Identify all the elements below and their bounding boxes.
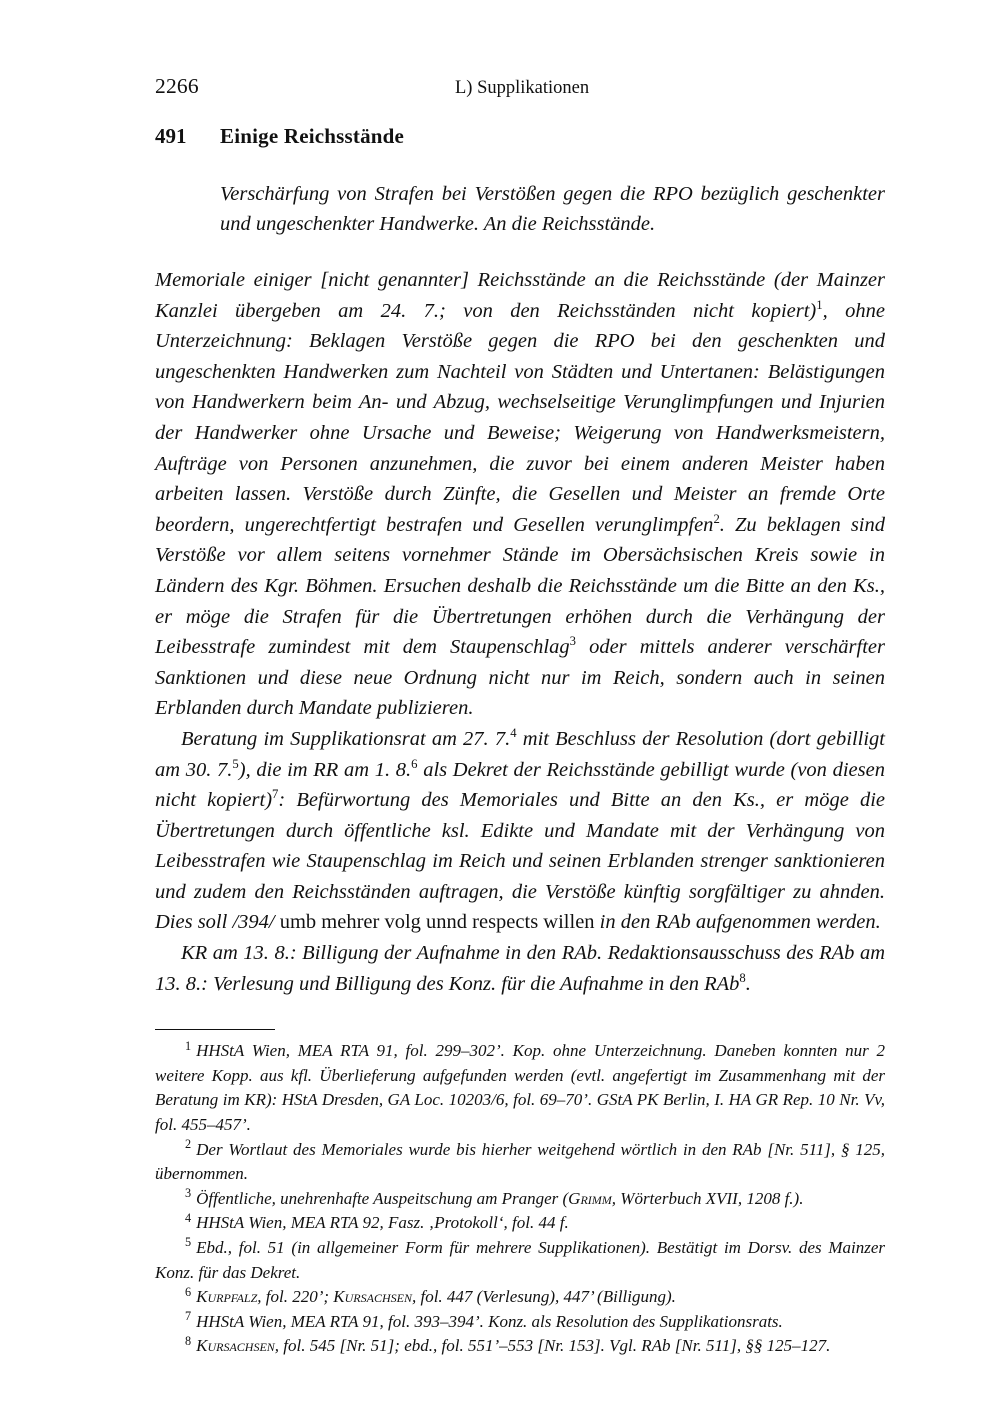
- footnote-ref-5[interactable]: 5: [232, 756, 239, 771]
- body-paragraph-1: [155, 265, 885, 724]
- footnote-text: HHStA Wien, MEA RTA 91, fol. 299–302’. Kop. ohne Unterzeichnung. Daneben konnten nur 2 weitere Kopp. aus kfl. Überlieferung aufgefunden werden (evtl. angefertigt im Zusammenhang mit der Beratung im KR): HStA Dresden, GA Loc. 10203/6, fol. 69–70’. GStA PK Berlin, I. HA GR Rep. 10 Nr. Vv, fol. 455–457’.: [155, 1041, 885, 1135]
- footnote-ref-7[interactable]: 7: [272, 787, 279, 802]
- footnote-ref-3[interactable]: 3: [569, 634, 576, 649]
- footnote-marker: 8: [185, 1333, 192, 1348]
- footnote-text: HHStA Wien, MEA RTA 92, Fasz. ‚Protokoll‘, fol. 44 f.: [196, 1213, 569, 1233]
- footnote-item: [155, 1138, 885, 1187]
- footnote-ref-4[interactable]: 4: [510, 726, 517, 741]
- footnote-marker: 4: [185, 1210, 192, 1225]
- body-text: , ohne Unterzeichnung: Beklagen Verstöße gegen die RPO bei den geschenkten und ungeschenkten Handwerken zum Nachteil von Städten und Untertanen: Belästigungen von Handwerkern beim An- und Abzug, wechselseitige Verunglimpfungen und Injurien der Handwerker ohne Ursache und Beweise; Weigerung von Handwerksmeistern, Aufträge von Personen anzunehmen, die zuvor bei einem anderen Meister haben arbeiten lassen. Verstöße durch Zünfte, die Gesellen und Meister an fremde Orte beordern, ungerechtfertigt bestrafen und Gesellen verunglimpfen: [155, 299, 885, 536]
- body-text: oder mittels anderer verschärfter Sanktionen und diese neue Ordnung nicht nur im Reich, sondern auch in seinen Erblanden durch Mandate publizieren.: [155, 636, 885, 720]
- source-quotation: umb mehrer volg unnd respects willen: [279, 911, 595, 934]
- entry-body: [155, 265, 885, 999]
- footnote-cited-source: Kursachsen: [196, 1336, 275, 1356]
- body-text: . Zu beklagen sind Verstöße vor allem seitens vornehmer Stände im Obersächsischen Kreis sowie in Ländern des Kgr. Böhmen. Ersuchen deshalb die Reichsstände um die Bitte an den Ks., er möge die Strafen für die Übertretungen erhöhen durch die Verhängung der Leibesstrafe zumindest mit dem Staupenschlag: [155, 513, 885, 659]
- footnote-cited-author: Grimm: [568, 1188, 612, 1208]
- footnote-text: Der Wortlaut des Memoriales wurde bis hierher weitgehend wörtlich in den RAb [Nr. 511], § 125, übernommen.: [155, 1139, 885, 1184]
- running-title: L) Supplikationen: [455, 78, 590, 98]
- footnote-text: , fol. 545 [Nr. 51]; ebd., fol. 551’–553 [Nr. 153]. Vgl. RAb [Nr. 511], §§ 125–127.: [274, 1336, 831, 1356]
- entry-heading: [155, 124, 885, 158]
- footnote-marker: 1: [185, 1038, 192, 1053]
- footnote-item: [155, 1334, 885, 1359]
- footnote-ref-8[interactable]: 8: [739, 970, 746, 985]
- entry-regest: Verschärfung von Strafen bei Verstößen gegen die RPO bezüglich geschenkter und ungeschenkter Handwerke. An die Reichsstände.: [220, 183, 885, 235]
- footnote-separator: [155, 1029, 275, 1030]
- footnote-item: [155, 1039, 885, 1137]
- footnote-text: HHStA Wien, MEA RTA 91, fol. 393–394’. Konz. als Resolution des Supplikationsrats.: [196, 1311, 783, 1331]
- footnote-list: [155, 1039, 885, 1359]
- entry-title: Einige Reichsstände: [220, 124, 405, 148]
- body-text: als Dekret der Reichsstände gebilligt wurde (von diesen nicht kopiert): [155, 758, 885, 812]
- footnote-cited-source: Kursachsen: [333, 1287, 412, 1307]
- body-text: Beratung im Supplikationsrat am 27. 7.: [181, 727, 511, 750]
- body-paragraph-2: [155, 724, 885, 938]
- running-head: [155, 72, 885, 106]
- footnote-item: [155, 1236, 885, 1285]
- footnote-item: [155, 1285, 885, 1310]
- footnote-text: , Wörterbuch XVII, 1208 f.).: [611, 1188, 804, 1208]
- entry-number: 491: [155, 124, 187, 148]
- body-text: ), die im RR am 1. 8.: [238, 758, 412, 781]
- footnote-text: Ebd., fol. 51 (in allgemeiner Form für mehrere Supplikationen). Bestätigt im Dorsv. des Mainzer Konz. für das Dekret.: [155, 1238, 885, 1282]
- footnote-item: [155, 1187, 885, 1212]
- footnote-marker: 5: [185, 1235, 192, 1250]
- footnote-cited-source: Kurpfalz: [196, 1287, 258, 1307]
- footnote-marker: 2: [185, 1136, 192, 1151]
- footnote-text: , fol. 220’;: [257, 1287, 334, 1307]
- footnote-text: , fol. 447 (Verlesung), 447’ (Billigung).: [411, 1287, 676, 1307]
- body-text: .: [745, 972, 751, 995]
- page-content: [155, 72, 885, 1359]
- body-text: in den RAb aufgenommen werden.: [594, 911, 881, 934]
- footnote-marker: 6: [185, 1284, 192, 1299]
- footnote-ref-6[interactable]: 6: [411, 756, 418, 771]
- body-text: KR am 13. 8.: Billigung der Aufnahme in den RAb. Redaktionsausschuss des RAb am 13. 8.: Verlesung und Billigung des Konz. für die Aufnahme in den RAb: [155, 942, 885, 995]
- body-text: mit Beschluss der Resolution (dort gebilligt am 30. 7.: [155, 727, 885, 781]
- body-text: : Befürwortung des Memoriales und Bitte an den Ks., er möge die Übertretungen durch öffentliche ksl. Edikte und Mandate mit der Verhängung von Leibesstrafen wie Staupenschlag im Reich und seinen Erblanden strenger sanktionieren und zudem den Reichsständen auftragen, die Verstöße künftig sorgfältiger zu ahnden. Dies soll /394/: [155, 789, 886, 934]
- footnote-text: Öffentliche, unehrenhafte Auspeitschung am Pranger (: [196, 1188, 569, 1208]
- body-paragraph-3: [155, 938, 885, 999]
- footnote-ref-1[interactable]: 1: [816, 297, 823, 312]
- footnote-ref-2[interactable]: 2: [713, 511, 720, 526]
- footnote-marker: 7: [185, 1309, 192, 1324]
- footnote-item: [155, 1310, 885, 1335]
- body-text: Memoriale einiger [nicht genannter] Reichsstände an die Reichsstände (der Mainzer Kanzlei übergeben am 24. 7.; von den Reichsständen nicht kopiert): [155, 269, 885, 322]
- footnote-marker: 3: [185, 1186, 192, 1201]
- page-number: 2266: [155, 74, 199, 98]
- footnote-item: [155, 1211, 885, 1236]
